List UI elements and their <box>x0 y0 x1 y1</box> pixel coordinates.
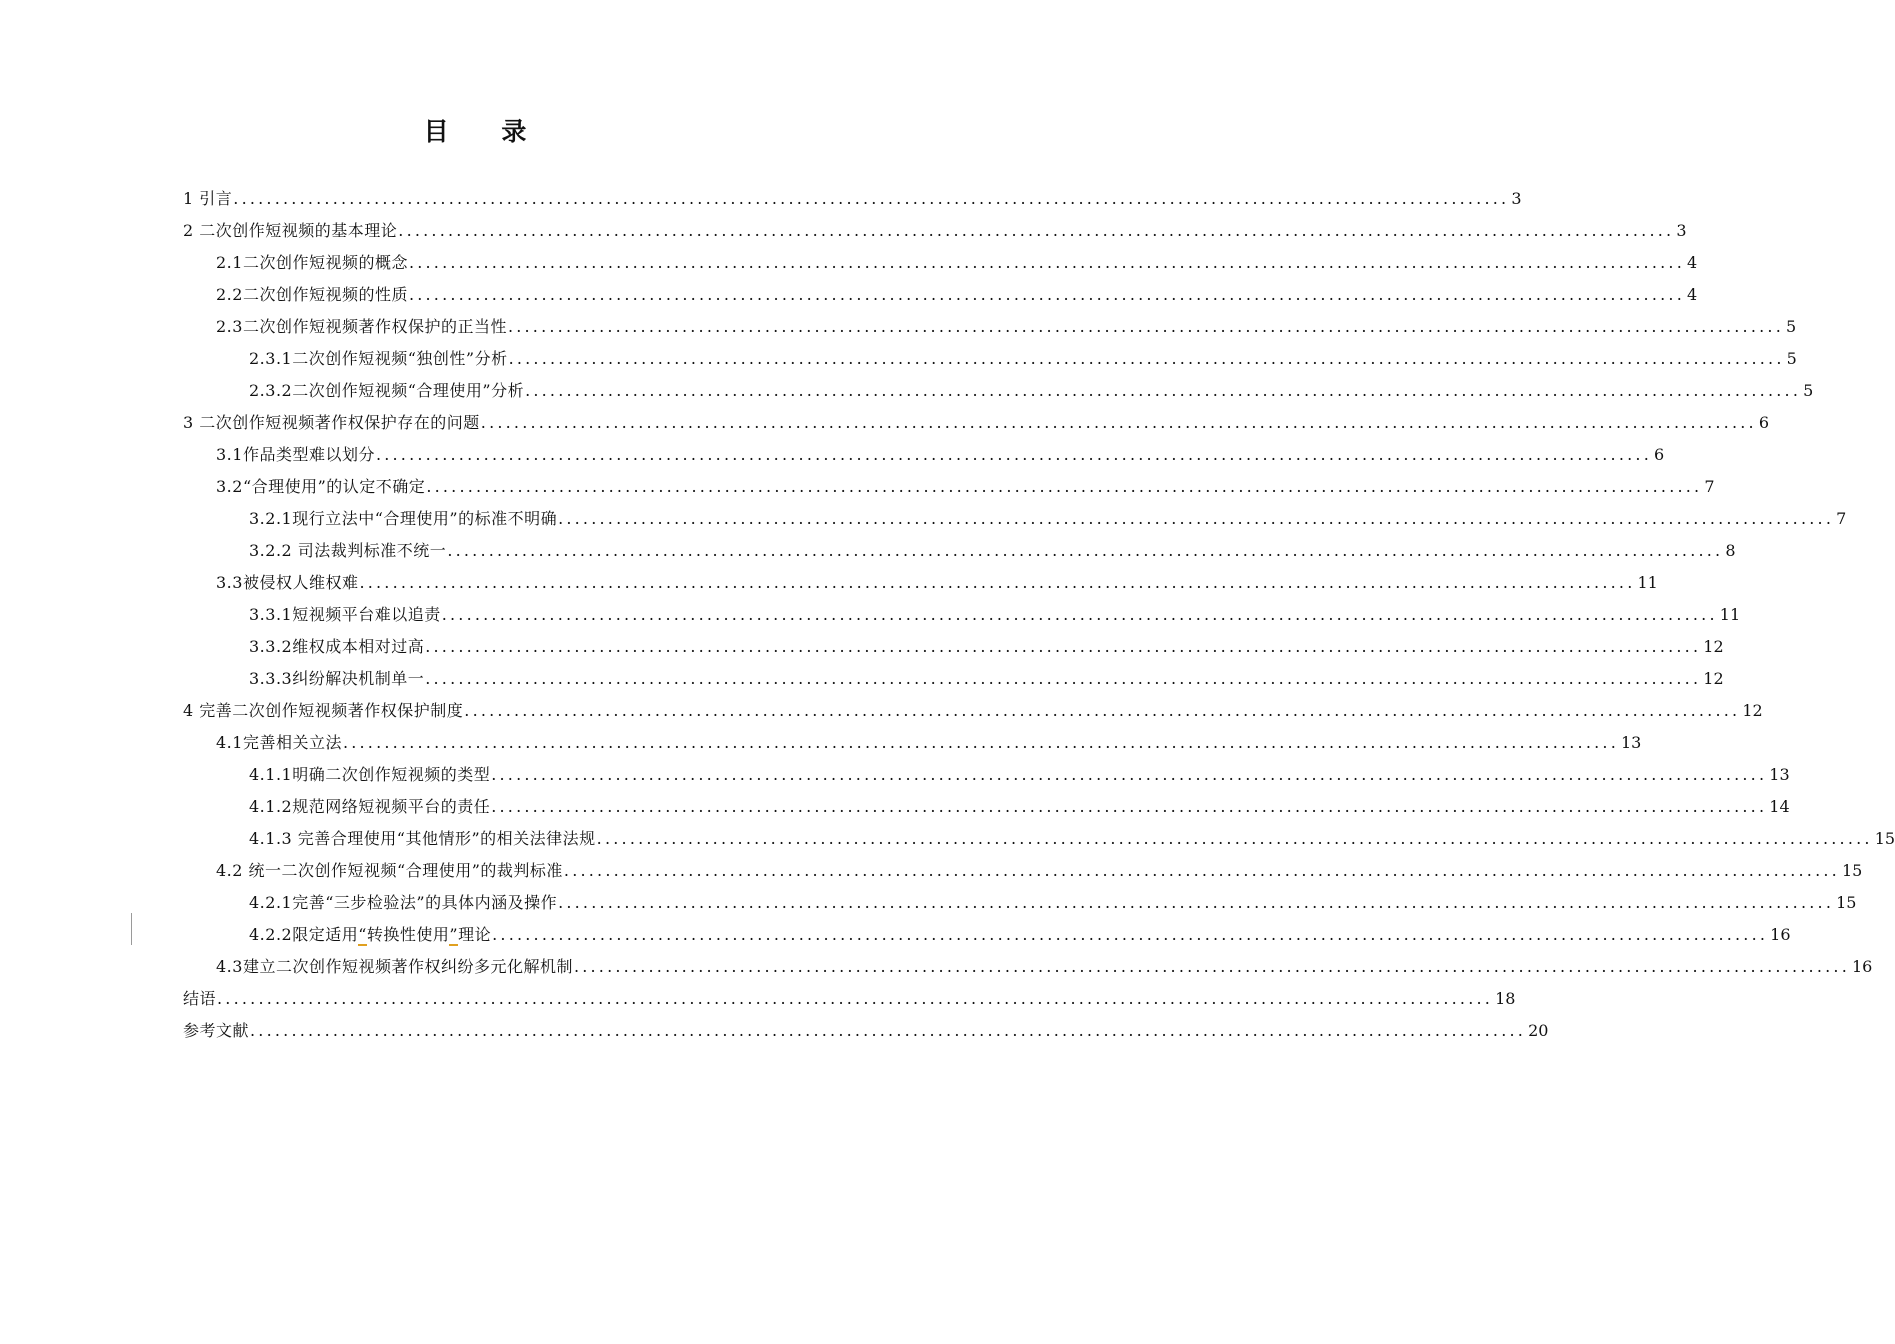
toc-page-number: 12 <box>1703 669 1724 688</box>
toc-entry-title: 结语 <box>183 989 217 1008</box>
toc-entry[interactable] <box>183 855 1863 887</box>
toc-entry[interactable] <box>183 951 1873 983</box>
toc-page-number: 7 <box>1704 477 1715 496</box>
toc-entry-title: 参考文献 <box>183 1021 250 1040</box>
toc-page-number: 7 <box>1836 509 1847 528</box>
toc-page-number: 3 <box>1676 221 1687 240</box>
toc-page-number: 3 <box>1511 189 1522 208</box>
toc-entry[interactable] <box>183 631 1724 663</box>
toc-page-number: 4 <box>1687 285 1698 304</box>
toc-entry[interactable] <box>183 567 1658 599</box>
toc-entry[interactable] <box>183 1015 1549 1047</box>
toc-entry-title: 2.1二次创作短视频的概念 <box>216 253 408 272</box>
toc-entry[interactable] <box>183 887 1857 919</box>
toc-entry-title: 2.3.1二次创作短视频“独创性”分析 <box>249 349 508 368</box>
toc-dot-leader: .......................................................................................................................................................... <box>507 317 1784 336</box>
toc-entry-title <box>249 919 491 951</box>
toc-entry[interactable] <box>183 791 1790 823</box>
toc-dot-leader: .......................................................................................................................................................... <box>464 701 1741 720</box>
toc-entry-title: 3.3.1短视频平台难以追责 <box>249 605 441 624</box>
toc-page-number: 4 <box>1687 253 1698 272</box>
toc-entry[interactable] <box>183 311 1797 343</box>
tracked-change-quote-close: ” <box>449 925 459 944</box>
toc-page-number: 16 <box>1852 957 1873 976</box>
toc-dot-leader: .......................................................................................................................................................... <box>398 221 1675 240</box>
toc-entry-title: 3.2“合理使用”的认定不确定 <box>216 477 426 496</box>
toc-dot-leader: .......................................................................................................................................................... <box>573 957 1850 976</box>
toc-entry-title-part: 4.2.2限定适用 <box>249 925 359 944</box>
toc-dot-leader: .......................................................................................................................................................... <box>491 765 1768 784</box>
toc-entry[interactable] <box>183 535 1736 567</box>
toc-dot-leader: .......................................................................................................................................................... <box>491 797 1768 816</box>
toc-entry-title: 4.1.3 完善合理使用“其他情形”的相关法律法规 <box>249 829 596 848</box>
toc-entry[interactable] <box>183 407 1770 439</box>
toc-entry-title-part: 理论 <box>458 925 492 944</box>
tracked-change-quote-open: “ <box>358 925 367 944</box>
toc-entry[interactable] <box>183 279 1698 311</box>
toc-entry-title: 4.1.1明确二次创作短视频的类型 <box>249 765 491 784</box>
toc-dot-leader: .......................................................................................................................................................... <box>525 381 1802 400</box>
toc-page-number: 13 <box>1769 765 1790 784</box>
toc-dot-leader: .......................................................................................................................................................... <box>558 893 1835 912</box>
toc-dot-leader: .......................................................................................................................................................... <box>558 509 1835 528</box>
revision-margin-marker <box>131 913 132 945</box>
toc-entry-title: 4 完善二次创作短视频著作权保护制度 <box>183 701 464 720</box>
toc-entry[interactable] <box>183 471 1715 503</box>
toc-dot-leader: .......................................................................................................................................................... <box>375 445 1652 464</box>
toc-page-number: 20 <box>1528 1021 1549 1040</box>
toc-dot-leader: .......................................................................................................................................................... <box>480 413 1757 432</box>
toc-entry[interactable] <box>183 663 1724 695</box>
toc-dot-leader: .......................................................................................................................................................... <box>359 573 1636 592</box>
toc-page-number: 18 <box>1495 989 1516 1008</box>
toc-dot-leader: .......................................................................................................................................................... <box>596 829 1873 848</box>
toc-entry-title: 4.1完善相关立法 <box>216 733 342 752</box>
toc-entry[interactable] <box>183 695 1763 727</box>
toc-entry-title: 2.2二次创作短视频的性质 <box>216 285 408 304</box>
toc-page-number: 5 <box>1786 349 1797 368</box>
toc-entry-title: 4.3建立二次创作短视频著作权纠纷多元化解机制 <box>216 957 573 976</box>
toc-entry[interactable] <box>183 343 1797 375</box>
toc-entry-title-part: 转换性使用 <box>366 925 450 944</box>
toc-entry-title: 3.3.2维权成本相对过高 <box>249 637 425 656</box>
toc-dot-leader: .......................................................................................................................................................... <box>217 989 1494 1008</box>
toc-page-number: 5 <box>1786 317 1797 336</box>
toc-dot-leader: .......................................................................................................................................................... <box>563 861 1840 880</box>
toc-entry-title: 4.1.2规范网络短视频平台的责任 <box>249 797 491 816</box>
toc-entry[interactable] <box>183 759 1790 791</box>
toc-entry[interactable] <box>183 375 1814 407</box>
toc-page-number: 15 <box>1841 861 1863 880</box>
toc-entry-title: 3.3被侵权人维权难 <box>216 573 359 592</box>
toc-entry[interactable] <box>183 983 1516 1015</box>
toc-entry[interactable] <box>183 823 1895 855</box>
toc-page-number: 6 <box>1654 445 1665 464</box>
toc-entry-title: 3.2.1现行立法中“合理使用”的标准不明确 <box>249 509 558 528</box>
toc-page-number: 14 <box>1769 797 1790 816</box>
toc-page-number: 11 <box>1719 605 1741 624</box>
toc-entry-title: 3 二次创作短视频著作权保护存在的问题 <box>183 413 480 432</box>
toc-entry[interactable] <box>183 599 1741 631</box>
page-title: 目 录 <box>423 117 549 146</box>
toc-dot-leader: .......................................................................................................................................................... <box>425 637 1702 656</box>
toc-dot-leader: .......................................................................................................................................................... <box>408 285 1685 304</box>
toc-page-number: 6 <box>1758 413 1770 432</box>
toc-page-number: 12 <box>1703 637 1724 656</box>
toc-dot-leader: .......................................................................................................................................................... <box>447 541 1724 560</box>
toc-entry-title: 2 二次创作短视频的基本理论 <box>183 221 398 240</box>
toc-entry-title: 1 引言 <box>183 189 233 208</box>
toc-page-number: 15 <box>1836 893 1857 912</box>
toc-dot-leader: .......................................................................................................................................................... <box>492 925 1769 944</box>
toc-entry[interactable] <box>183 503 1847 535</box>
toc-entry[interactable] <box>183 727 1642 759</box>
toc-dot-leader: .......................................................................................................................................................... <box>233 189 1510 208</box>
toc-entry[interactable] <box>183 215 1687 247</box>
toc-page-number: 12 <box>1742 701 1763 720</box>
toc-page-number: 16 <box>1770 925 1791 944</box>
toc-dot-leader: .......................................................................................................................................................... <box>408 253 1685 272</box>
toc-entry-title: 4.2 统一二次创作短视频“合理使用”的裁判标准 <box>216 861 563 880</box>
toc-page-number: 8 <box>1725 541 1736 560</box>
toc-page-number: 15 <box>1874 829 1895 848</box>
toc-dot-leader: .......................................................................................................................................................... <box>508 349 1785 368</box>
toc-page-number: 5 <box>1803 381 1814 400</box>
toc-entry[interactable] <box>183 247 1698 279</box>
toc-entry[interactable] <box>183 919 1791 951</box>
toc-dot-leader: .......................................................................................................................................................... <box>425 669 1702 688</box>
toc-dot-leader: .......................................................................................................................................................... <box>250 1021 1527 1040</box>
toc-entry-title: 2.3.2二次创作短视频“合理使用”分析 <box>249 381 525 400</box>
toc-entry-title: 3.2.2 司法裁判标准不统一 <box>249 541 447 560</box>
table-of-contents <box>183 183 1895 1047</box>
toc-entry-title: 3.1作品类型难以划分 <box>216 445 375 464</box>
toc-entry[interactable] <box>183 183 1522 215</box>
toc-entry-title: 2.3二次创作短视频著作权保护的正当性 <box>216 317 507 336</box>
toc-entry[interactable] <box>183 439 1665 471</box>
toc-entry-title: 3.3.3纠纷解决机制单一 <box>249 669 425 688</box>
toc-page-number: 13 <box>1621 733 1642 752</box>
toc-dot-leader: .......................................................................................................................................................... <box>426 477 1703 496</box>
toc-dot-leader: .......................................................................................................................................................... <box>441 605 1718 624</box>
toc-page-number: 11 <box>1637 573 1658 592</box>
toc-entry-title: 4.2.1完善“三步检验法”的具体内涵及操作 <box>249 893 558 912</box>
toc-dot-leader: .......................................................................................................................................................... <box>342 733 1619 752</box>
